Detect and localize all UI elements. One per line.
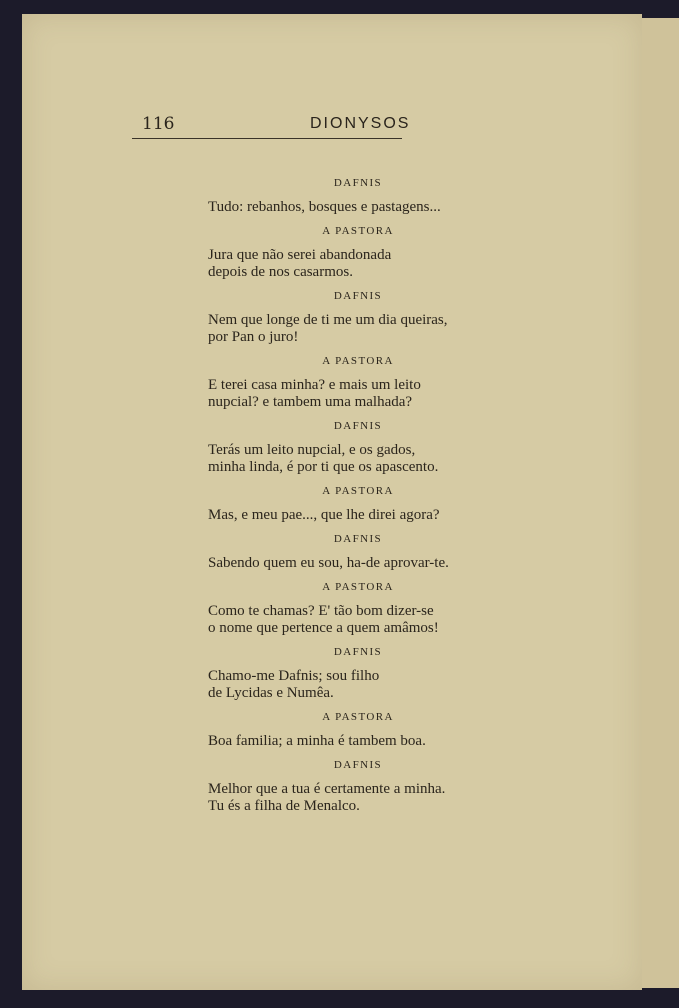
dialogue-lines (208, 247, 508, 281)
book-page (22, 14, 642, 990)
adjacent-page-edge (640, 18, 679, 988)
speaker-name: A PASTORA (322, 355, 394, 367)
dialogue-lines (208, 668, 508, 702)
dialogue-lines (208, 442, 508, 476)
speaker-name: DAFNIS (333, 646, 383, 658)
verse-line: Terás um leito nupcial, e os gados, (208, 442, 416, 458)
speaker-name: DAFNIS (333, 177, 383, 189)
speaker-name: DAFNIS (333, 420, 383, 432)
dialogue-lines (208, 555, 508, 572)
verse-line: por Pan o juro! (208, 329, 299, 345)
speaker-name: A PASTORA (322, 711, 394, 723)
dialogue-lines (208, 312, 508, 346)
speaker-name: A PASTORA (322, 485, 394, 497)
verse-line: minha linda, é por ti que os apascento. (208, 459, 439, 475)
speaker-name: A PASTORA (322, 581, 394, 593)
verse-line: Melhor que a tua é certamente a minha. (208, 781, 446, 797)
speaker-name: DAFNIS (333, 290, 383, 302)
verse-line: Jura que não serei abandonada (208, 247, 392, 263)
dialogue-lines (208, 733, 508, 750)
page-header (132, 114, 411, 139)
speaker-name: DAFNIS (333, 533, 383, 545)
speaker-name: A PASTORA (322, 225, 394, 237)
verse-line: Como te chamas? E' tão bom dizer-se (208, 603, 434, 619)
dialogue-lines (208, 603, 508, 637)
verse-line: Sabendo quem eu sou, ha-de aprovar-te. (208, 555, 449, 571)
page-number: 116 (142, 114, 175, 134)
verse-line: E terei casa minha? e mais um leito (208, 377, 421, 393)
speaker-name: DAFNIS (333, 759, 383, 771)
dialogue-lines (208, 507, 508, 524)
verse-line: Tudo: rebanhos, bosques e pastagens... (208, 199, 441, 215)
verse-line: nupcial? e tambem uma malhada? (208, 394, 413, 410)
verse-line: de Lycidas e Numêa. (208, 685, 334, 701)
dialogue-lines (208, 199, 508, 216)
verse-line: Nem que longe de ti me um dia queiras, (208, 312, 448, 328)
dialogue-text (208, 176, 508, 815)
dialogue-lines (208, 781, 508, 815)
verse-line: Mas, e meu pae..., que lhe direi agora? (208, 507, 440, 523)
dialogue-lines (208, 377, 508, 411)
verse-line: Chamo-me Dafnis; sou filho (208, 668, 380, 684)
running-title: DIONYSOS (310, 115, 411, 132)
verse-line: Tu és a filha de Menalco. (208, 798, 360, 814)
verse-line: o nome que pertence a quem amâmos! (208, 620, 439, 636)
verse-line: depois de nos casarmos. (208, 264, 353, 280)
verse-line: Boa familia; a minha é tambem boa. (208, 733, 426, 749)
